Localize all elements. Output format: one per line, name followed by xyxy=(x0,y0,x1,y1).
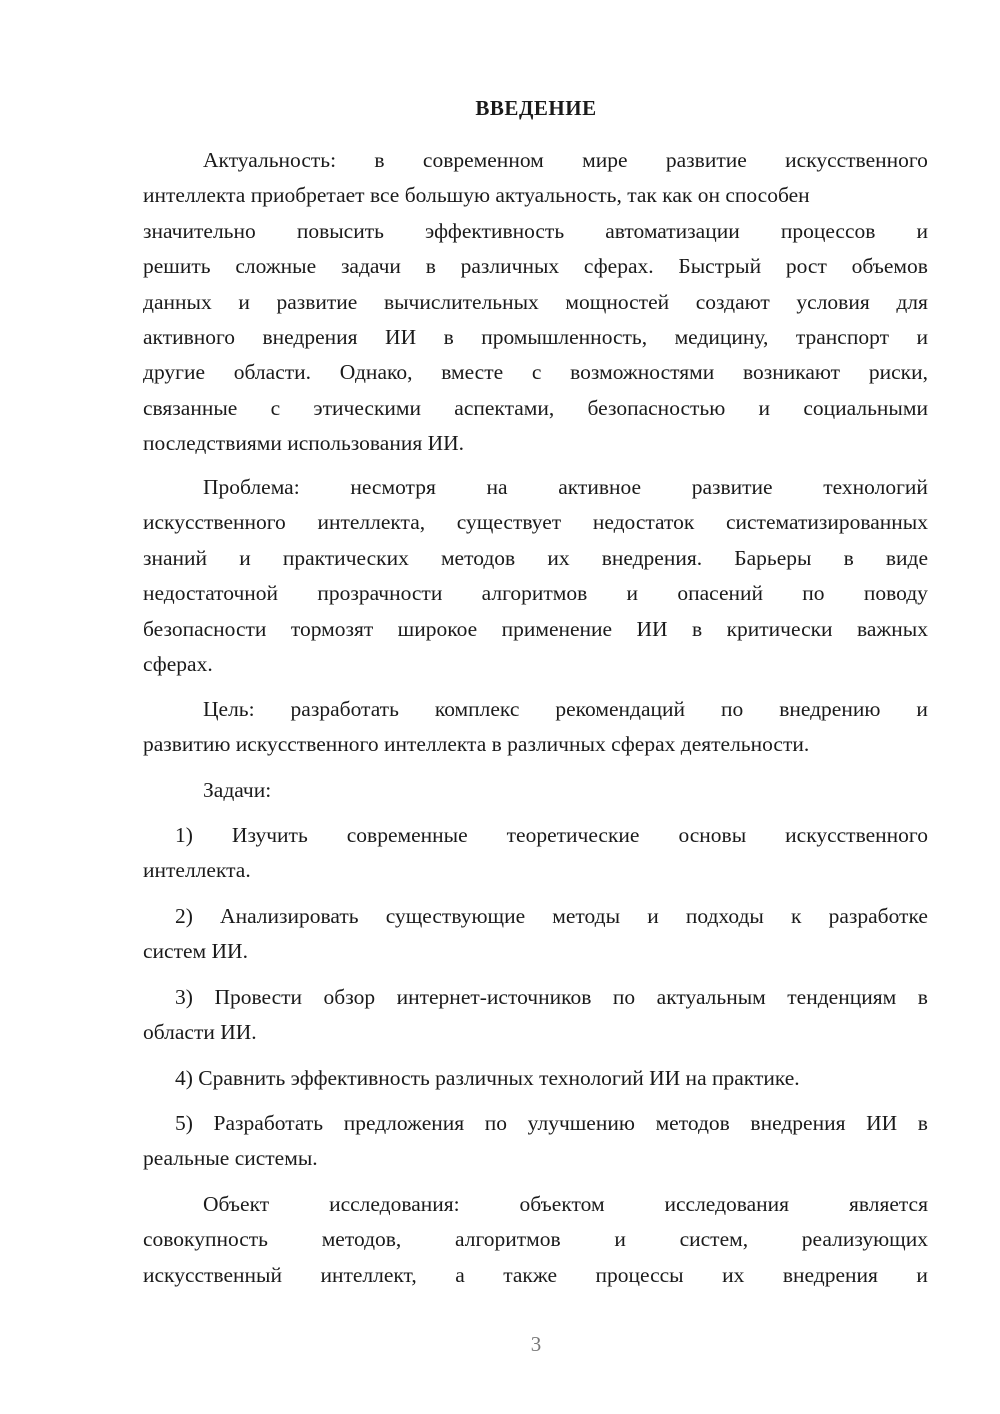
paragraph-task-3 xyxy=(143,980,928,1051)
text-line: 4) Сравнить эффективность различных технологий ИИ на практике. xyxy=(175,1066,800,1090)
text-line: последствиями использования ИИ. xyxy=(143,431,465,456)
text-line: интеллекта приобретает все большую актуальность, так как он способен xyxy=(143,183,810,208)
text-line: интеллекта. xyxy=(143,858,251,883)
text-line: систем ИИ. xyxy=(143,939,248,964)
text-line: Цель: разработать комплекс рекомендаций по внедрению и xyxy=(203,697,928,721)
text-line: 3) Провести обзор интернет-источников по актуальным тенденциям в xyxy=(175,985,928,1009)
text-line: Проблема: несмотря на активное развитие технологий xyxy=(203,475,928,499)
paragraph-problem xyxy=(143,470,928,682)
text-line: совокупность методов, алгоритмов и систем, реализующих xyxy=(143,1227,928,1252)
text-line: реальные системы. xyxy=(143,1146,318,1171)
text-line: знаний и практических методов их внедрения. Барьеры в виде xyxy=(143,545,928,570)
text-line: искусственного интеллекта, существует недостаток систематизированных xyxy=(143,510,928,535)
text-line: решить сложные задачи в различных сферах. Быстрый рост объемов xyxy=(143,254,928,279)
text-line: активного внедрения ИИ в промышленность, медицину, транспорт и xyxy=(143,324,928,349)
text-line: Задачи: xyxy=(203,778,272,802)
text-line: значительно повысить эффективность автоматизации процессов и xyxy=(143,218,928,243)
text-line: 2) Анализировать существующие методы и подходы к разработке xyxy=(175,904,928,928)
paragraph-task-4 xyxy=(143,1061,928,1096)
paragraph-task-1 xyxy=(143,818,928,889)
text-line: недостаточной прозрачности алгоритмов и опасений по поводу xyxy=(143,581,928,606)
paragraph-object xyxy=(143,1187,928,1293)
text-line: другие области. Однако, вместе с возможностями возникают риски, xyxy=(143,360,928,385)
text-line: 5) Разработать предложения по улучшению методов внедрения ИИ в xyxy=(175,1111,928,1135)
text-line: Объект исследования: объектом исследования является xyxy=(203,1192,928,1216)
paragraph-task-2 xyxy=(143,899,928,970)
text-line: области ИИ. xyxy=(143,1020,257,1045)
page-number: 3 xyxy=(530,1332,542,1356)
text-line: данных и развитие вычислительных мощностей создают условия для xyxy=(143,289,928,314)
section-heading: ВВЕДЕНИЕ xyxy=(475,96,597,120)
paragraph-goal xyxy=(143,692,928,763)
paragraph-tasks-title xyxy=(143,773,928,808)
text-line: Актуальность: в современном мире развитие искусственного xyxy=(203,148,928,172)
text-line: сферах. xyxy=(143,651,213,676)
text-line: искусственный интеллект, а также процессы их внедрения и xyxy=(143,1262,928,1287)
paragraph-relevance xyxy=(143,143,928,462)
text-line: 1) Изучить современные теоретические основы искусственного xyxy=(175,823,928,847)
text-line: развитию искусственного интеллекта в различных сферах деятельности. xyxy=(143,732,810,757)
text-line: безопасности тормозят широкое применение ИИ в критически важных xyxy=(143,616,928,641)
paragraph-task-5 xyxy=(143,1106,928,1177)
text-line: связанные с этическими аспектами, безопасностью и социальными xyxy=(143,395,928,420)
